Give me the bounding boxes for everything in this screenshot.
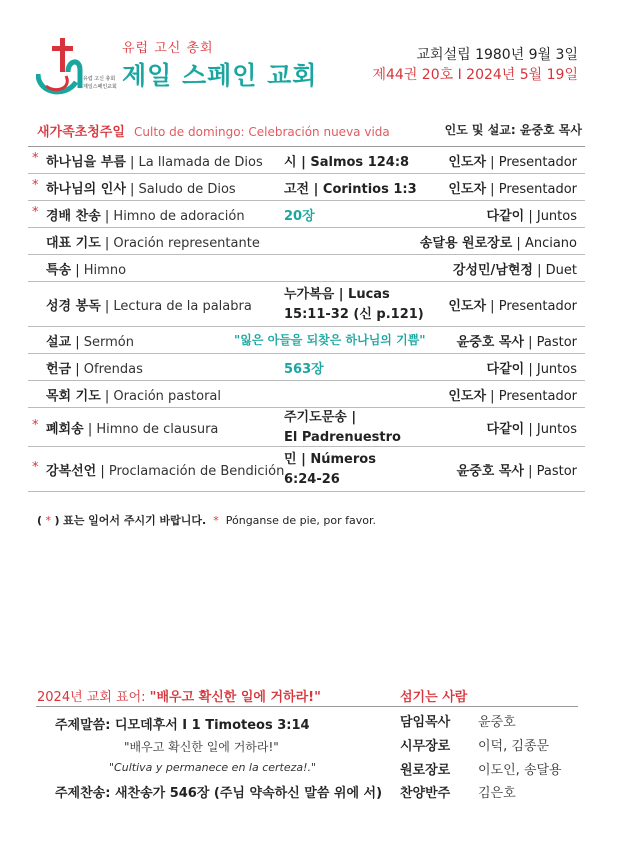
order-leader-ko: 다같이	[486, 362, 525, 377]
order-detail	[284, 358, 324, 377]
church-name: 제일 스페인 교회	[122, 61, 318, 90]
server-row	[400, 759, 562, 778]
order-item: 대표 기도 | Oración representante	[46, 236, 260, 251]
order-item-es: Lectura de la palabra	[113, 299, 252, 314]
order-leader-ko: 다같이	[486, 209, 525, 224]
server-name: 윤중호	[478, 715, 516, 730]
order-item: 특송 | Himno	[46, 263, 127, 278]
order-item: 강복선언 | Proclamación de Bendición	[46, 464, 285, 479]
order-detail	[284, 151, 409, 170]
order-item-ko: 헌금	[46, 362, 72, 377]
order-detail	[284, 205, 315, 224]
order-detail-line: 주기도문송 |	[284, 410, 357, 425]
order-item-ko: 특송	[46, 263, 72, 278]
note-paren-close: )	[54, 514, 60, 527]
order-leader-ko: 인도자	[448, 389, 487, 404]
order-item-es: Oración representante	[113, 236, 260, 251]
order-leader: 인도자 | Presentador	[448, 155, 577, 170]
server-row	[400, 782, 516, 801]
order-row	[28, 327, 585, 354]
server-name: 김은호	[478, 786, 516, 801]
order-leader-es: Juntos	[536, 362, 577, 377]
order-item-ko: 목회 기도	[46, 389, 101, 404]
order-item: 설교 | Sermón	[46, 335, 135, 350]
server-role: 찬양반주	[400, 786, 451, 801]
order-detail-line: 563장	[284, 362, 324, 377]
server-role: 시무장로	[400, 739, 451, 754]
order-item: 목회 기도 | Oración pastoral	[46, 389, 222, 404]
standing-star: *	[32, 178, 39, 193]
server-role: 원로장로	[400, 763, 451, 778]
order-row	[28, 228, 585, 255]
order-item-es: Sermón	[83, 335, 135, 350]
order-item-es: Oración pastoral	[113, 389, 222, 404]
standing-star: *	[32, 205, 39, 220]
order-row	[28, 282, 585, 327]
server-role: 담임목사	[400, 715, 451, 730]
order-row	[28, 255, 585, 282]
order-leader-es: Presentador	[498, 155, 577, 170]
order-leader-es: Presentador	[498, 182, 577, 197]
order-leader-es: Pastor	[536, 464, 577, 479]
order-leader: 윤중호 목사 | Pastor	[456, 464, 577, 479]
order-leader-ko: 인도자	[448, 299, 487, 314]
order-of-worship	[28, 146, 585, 492]
standing-star: *	[32, 460, 39, 475]
order-row	[28, 201, 585, 228]
order-item: 하나님을 부름 | La llamada de Dios	[46, 155, 263, 170]
order-item-es: Proclamación de Bendición	[108, 464, 285, 479]
standing-star: *	[32, 151, 39, 166]
motto-heading	[37, 686, 321, 705]
note-es: Pónganse de pie, por favor.	[225, 514, 377, 527]
theme-verse: 주제말씀: 디모데후서 I 1 Timoteos 3:14	[55, 718, 310, 733]
order-item-ko: 하나님의 인사	[46, 182, 126, 197]
order-item-es: Himno	[83, 263, 127, 278]
order-item-ko: 하나님을 부름	[46, 155, 126, 170]
verse-korean: "배우고 확신한 일에 거하라!"	[124, 740, 279, 754]
order-detail	[284, 408, 401, 448]
order-row	[28, 174, 585, 201]
order-leader-ko: 윤중호 목사	[456, 335, 524, 350]
logo-text-2: 제일스페인교회	[83, 84, 117, 90]
order-item-ko: 폐회송	[46, 422, 84, 437]
order-leader-es: Juntos	[536, 209, 577, 224]
order-leader-es: Juntos	[536, 422, 577, 437]
order-leader-ko: 인도자	[448, 155, 487, 170]
church-subtitle: 유럽 고신 총회	[122, 41, 214, 56]
order-leader: 인도자 | Presentador	[448, 182, 577, 197]
order-leader-ko: 강성민/남현정	[452, 263, 533, 278]
order-item: 폐회송 | Himno de clausura	[46, 422, 219, 437]
service-title: 새가족초청주일	[37, 125, 125, 140]
order-item-es: Himno de clausura	[96, 422, 219, 437]
order-detail	[284, 285, 424, 325]
order-detail-line: 15:11-32 (신 p.121)	[284, 307, 424, 322]
order-detail-line: 고전 | Corintios 1:3	[284, 182, 417, 197]
order-leader: 강성민/남현정 | Duet	[452, 263, 577, 278]
motto-label: 2024년 교회 표어:	[37, 690, 146, 705]
order-item-es: Himno de adoración	[113, 209, 245, 224]
order-row	[28, 354, 585, 381]
order-leader-es: Presentador	[498, 299, 577, 314]
order-detail-line: 누가복음 | Lucas	[284, 287, 390, 302]
order-leader: 다같이 | Juntos	[486, 209, 577, 224]
order-leader-ko: 윤중호 목사	[456, 464, 524, 479]
standing-note: ( * ) 표는 일어서 주시기 바랍니다. * Pónganse de pie, por favor.	[37, 514, 377, 527]
founded-date: 교회설립 1980년 9월 3일	[416, 47, 578, 63]
order-item-ko: 경배 찬송	[46, 209, 101, 224]
order-leader-ko: 송달용 원로장로	[419, 236, 513, 251]
order-leader-es: Pastor	[536, 335, 577, 350]
order-item-ko: 성경 봉독	[46, 299, 101, 314]
order-leader: 송달용 원로장로 | Anciano	[419, 236, 577, 251]
order-detail	[284, 450, 376, 490]
order-item-ko: 강복선언	[46, 464, 97, 479]
note-paren-open: (	[37, 514, 43, 527]
order-detail-line: 20장	[284, 209, 315, 224]
logo-text-1: 유럽 고신 총회	[83, 76, 116, 82]
order-item: 하나님의 인사 | Saludo de Dios	[46, 182, 236, 197]
standing-star: *	[32, 418, 39, 433]
order-detail-line: 시 | Salmos 124:8	[284, 155, 410, 170]
server-name: 이도인, 송달용	[478, 763, 562, 778]
order-leader: 다같이 | Juntos	[486, 362, 577, 377]
order-item-es: Ofrendas	[83, 362, 143, 377]
order-leader: 다같이 | Juntos	[486, 422, 577, 437]
order-row	[28, 447, 585, 492]
order-item-ko: 대표 기도	[46, 236, 101, 251]
service-leader: 인도 및 설교: 윤중호 목사	[444, 123, 582, 137]
server-name: 이덕, 김종문	[478, 739, 550, 754]
order-leader-es: Presentador	[498, 389, 577, 404]
note-ko: 표는 일어서 주시기 바랍니다.	[63, 514, 207, 527]
order-detail-line: 6:24-26	[284, 472, 340, 487]
issue-info: 제44권 20호 I 2024년 5월 19일	[372, 67, 578, 83]
servers-heading: 섬기는 사람	[400, 690, 468, 705]
server-row	[400, 735, 549, 754]
order-item: 경배 찬송 | Himno de adoración	[46, 209, 245, 224]
order-row	[28, 381, 585, 408]
order-row	[28, 147, 585, 174]
order-detail	[234, 331, 426, 348]
order-leader: 인도자 | Presentador	[448, 299, 577, 314]
order-detail-line: 민 | Números	[284, 452, 376, 467]
order-item: 헌금 | Ofrendas	[46, 362, 143, 377]
order-detail-line: "잃은 아들을 되찾은 하나님의 기쁨"	[234, 333, 426, 347]
note-star: *	[45, 514, 52, 527]
order-item-es: Saludo de Dios	[138, 182, 236, 197]
server-row	[400, 711, 516, 730]
order-detail-line: El Padrenuestro	[284, 430, 401, 445]
order-item: 성경 봉독 | Lectura de la palabra	[46, 299, 252, 314]
service-subtitle: Culto de domingo: Celebración nueva vida	[134, 125, 390, 139]
motto-text: "배우고 확신한 일에 거하라!"	[149, 690, 321, 705]
order-leader-ko: 인도자	[448, 182, 487, 197]
order-leader-ko: 다같이	[486, 422, 525, 437]
order-item-ko: 설교	[46, 335, 72, 350]
order-row	[28, 408, 585, 447]
order-leader-es: Anciano	[524, 236, 577, 251]
order-leader: 윤중호 목사 | Pastor	[456, 335, 577, 350]
order-detail	[284, 178, 417, 197]
order-leader: 인도자 | Presentador	[448, 389, 577, 404]
church-logo	[36, 36, 118, 100]
order-leader-es: Duet	[545, 263, 577, 278]
order-item-es: La llamada de Dios	[138, 155, 263, 170]
divider	[36, 706, 578, 707]
service-heading	[37, 121, 582, 145]
verse-spanish: "Cultiva y permanece en la certeza!."	[109, 761, 317, 774]
theme-hymn: 주제찬송: 새찬송가 546장 (주님 약속하신 말씀 위에 서)	[55, 786, 383, 801]
